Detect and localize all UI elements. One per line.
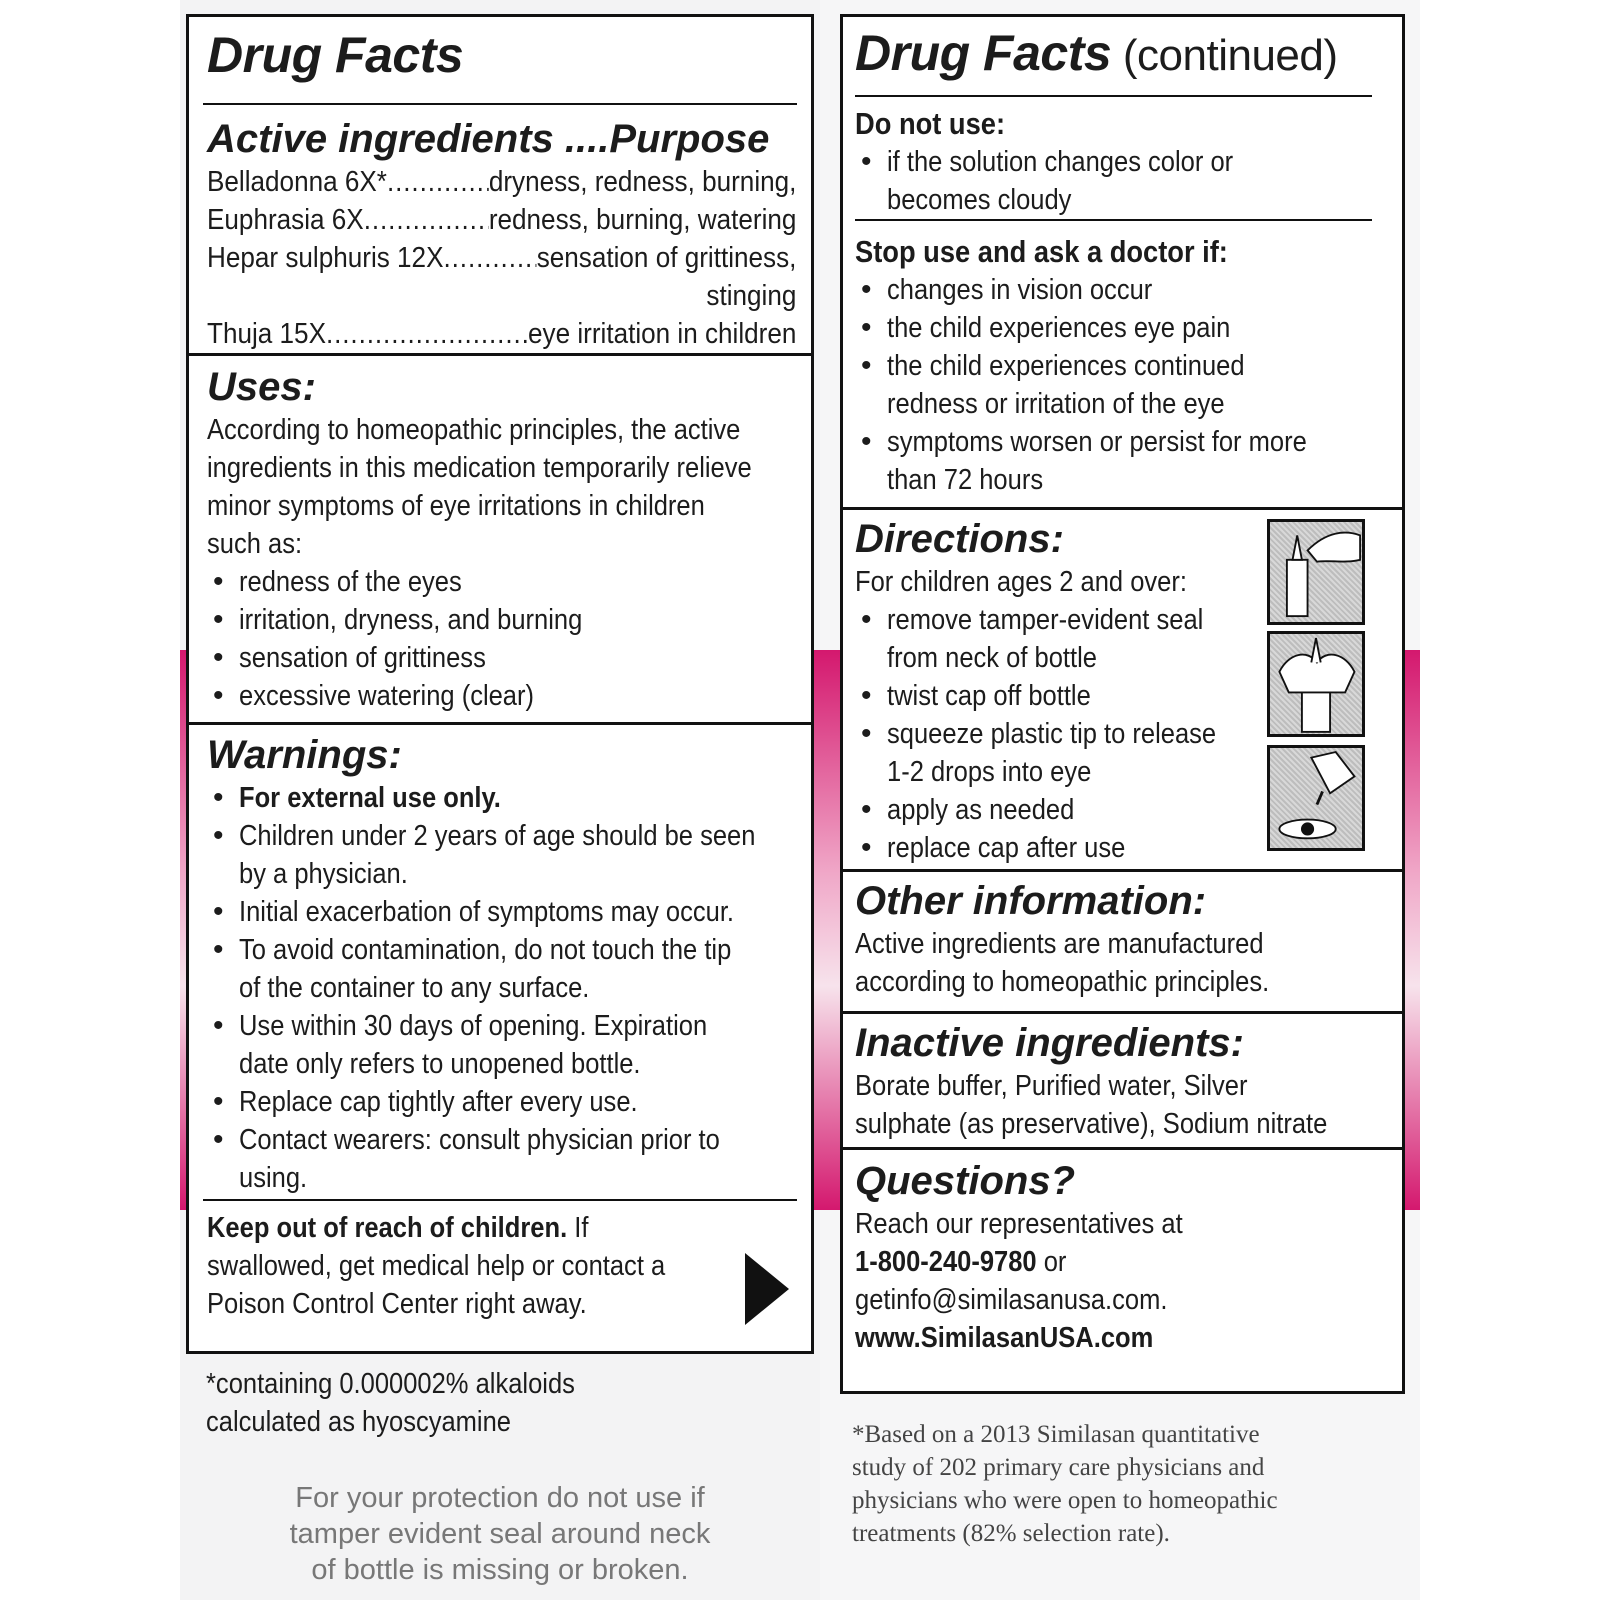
uses-item xyxy=(207,563,797,601)
directions-section xyxy=(843,513,1402,869)
warnings-continued-section xyxy=(843,17,1402,507)
drug-facts-panel-right xyxy=(840,14,1405,1394)
warnings-heading: Warnings: xyxy=(207,733,402,777)
directions-heading: Directions: xyxy=(855,517,1064,561)
stop-use-item-text: than 72 hours xyxy=(887,464,1044,496)
twist-cap-illustration xyxy=(1267,631,1365,737)
purpose-heading-label: Purpose xyxy=(609,117,770,161)
email-line xyxy=(855,1281,1388,1319)
warning-item-text: Replace cap tightly after every use. xyxy=(239,1086,638,1118)
section-divider xyxy=(189,722,811,725)
title-rule xyxy=(855,95,1372,97)
ingredient-purpose: eye irritation in children xyxy=(528,318,797,350)
warning-bold-text: For external use only. xyxy=(239,782,501,814)
uses-intro-line xyxy=(207,487,797,525)
uses-intro-line-text: ingredients in this medication temporarily relieve xyxy=(207,452,752,484)
uses-item xyxy=(207,677,797,715)
other-information-section xyxy=(843,875,1402,1009)
website-link[interactable]: www.SimilasanUSA.com xyxy=(855,1322,1154,1354)
questions-line-text: Reach our representatives at xyxy=(855,1208,1183,1240)
other-info-line-text: according to homeopathic principles. xyxy=(855,966,1270,998)
keep-out-line xyxy=(207,1285,728,1323)
warning-item-text: of the container to any surface. xyxy=(239,972,590,1004)
other-info-line xyxy=(855,963,1388,1001)
direction-item-text: twist cap off bottle xyxy=(887,680,1091,712)
leader-dots xyxy=(443,239,536,277)
other-information-text xyxy=(855,925,1388,1001)
uses-intro-line xyxy=(207,449,797,487)
drug-facts-title: Drug Facts xyxy=(207,27,464,83)
keep-out-line-text xyxy=(207,1209,588,1247)
title-rule xyxy=(203,103,797,105)
do-not-use-rule xyxy=(855,219,1372,221)
direction-item-text: replace cap after use xyxy=(887,832,1126,864)
warning-item xyxy=(207,1121,797,1197)
warning-item-text: Contact wearers: consult physician prior to xyxy=(239,1124,720,1156)
stop-use-item-text: redness or irritation of the eye xyxy=(887,388,1225,420)
direction-item-text: 1-2 drops into eye xyxy=(887,756,1092,788)
website-line xyxy=(855,1319,1388,1357)
warning-item-text: by a physician. xyxy=(239,858,408,890)
keep-out-line-text: swallowed, get medical help or contact a xyxy=(207,1250,666,1282)
drug-facts-panel-left xyxy=(186,14,814,1354)
study-note-line: treatments (82% selection rate). xyxy=(852,1520,1170,1547)
warning-item-text: using. xyxy=(239,1162,308,1194)
stop-use-item-text: symptoms worsen or persist for more xyxy=(887,426,1307,458)
leader-dots xyxy=(326,315,528,353)
warning-item xyxy=(207,779,797,817)
warning-item xyxy=(207,893,797,931)
warning-item xyxy=(207,817,797,893)
stop-use-item-text: the child experiences continued xyxy=(887,350,1245,382)
stop-use-heading-text: Stop use and ask a doctor if: xyxy=(855,234,1228,269)
alkaloid-footnote xyxy=(206,1365,625,1441)
ingredient-purpose: dryness, redness, burning, xyxy=(488,166,797,198)
stop-use-item xyxy=(855,347,1388,423)
inactive-ingredients-section xyxy=(843,1017,1402,1147)
eye-drop-illustration xyxy=(1267,745,1365,851)
warning-item xyxy=(207,1007,797,1083)
inactive-line xyxy=(855,1105,1388,1143)
uses-section xyxy=(189,359,811,719)
stop-use-item-text: changes in vision occur xyxy=(887,274,1153,306)
keep-out-rule xyxy=(203,1199,797,1201)
warning-item xyxy=(207,931,797,1007)
protection-line: of bottle is missing or broken. xyxy=(311,1554,689,1586)
warning-item-text: date only refers to unopened bottle. xyxy=(239,1048,641,1080)
warning-item-text: To avoid contamination, do not touch the tip xyxy=(239,934,732,966)
study-footnote xyxy=(852,1418,1278,1550)
direction-item-text: apply as needed xyxy=(887,794,1075,826)
study-note-line: study of 202 primary care physicians and xyxy=(852,1454,1265,1481)
keep-out-line-text: Poison Control Center right away. xyxy=(207,1288,587,1320)
continued-title-bold: Drug Facts xyxy=(855,25,1112,81)
stop-use-item xyxy=(855,309,1388,347)
stop-use-item xyxy=(855,271,1388,309)
section-divider xyxy=(843,507,1402,510)
footnote-line-text: calculated as hyoscyamine xyxy=(206,1406,511,1438)
uses-list xyxy=(207,563,797,715)
uses-intro-line-text: such as: xyxy=(207,528,303,560)
protection-notice xyxy=(190,1480,810,1588)
warning-item xyxy=(207,1083,797,1121)
ingredient-name: Hepar sulphuris 12X xyxy=(207,242,444,274)
section-divider xyxy=(843,1147,1402,1150)
ingredient-purpose: redness, burning, watering xyxy=(488,204,797,236)
do-not-use-item xyxy=(855,143,1388,219)
phone-line xyxy=(855,1243,1388,1281)
active-heading-label: Active ingredients xyxy=(207,117,554,161)
warnings-section xyxy=(189,729,811,1349)
other-information-heading: Other information: xyxy=(855,879,1207,923)
uses-intro-line xyxy=(207,525,797,563)
other-info-line-text: Active ingredients are manufactured xyxy=(855,928,1264,960)
stop-use-item xyxy=(855,423,1388,499)
uses-item xyxy=(207,639,797,677)
ingredient-rows xyxy=(207,163,796,353)
inactive-line-text: Borate buffer, Purified water, Silver xyxy=(855,1070,1248,1102)
questions-line xyxy=(855,1205,1388,1243)
questions-heading: Questions? xyxy=(855,1159,1076,1203)
footnote-line xyxy=(206,1365,625,1403)
keep-out-text xyxy=(207,1209,728,1323)
keep-out-line xyxy=(207,1209,728,1247)
leader-dots xyxy=(364,201,489,239)
other-info-line xyxy=(855,925,1388,963)
do-not-use-heading xyxy=(855,105,1388,143)
uses-item-text: irritation, dryness, and burning xyxy=(239,604,583,636)
warning-item-text: Children under 2 years of age should be seen xyxy=(239,820,756,852)
phone-number[interactable]: 1-800-240-9780 xyxy=(855,1246,1037,1278)
protection-line: tamper evident seal around neck xyxy=(289,1518,711,1550)
uses-item-text: sensation of grittiness xyxy=(239,642,486,674)
uses-intro-line-text: According to homeopathic principles, the active xyxy=(207,414,741,446)
stop-use-list xyxy=(855,271,1388,499)
ingredient-row xyxy=(207,315,796,353)
study-note-line: *Based on a 2013 Similasan quantitative xyxy=(852,1421,1260,1448)
protection-line: For your protection do not use if xyxy=(295,1482,705,1514)
ingredient-name: Belladonna 6X* xyxy=(207,166,387,198)
uses-item-text: excessive watering (clear) xyxy=(239,680,535,712)
section-divider xyxy=(189,353,811,356)
footnote-line-text: *containing 0.000002% alkaloids xyxy=(206,1368,575,1400)
remove-seal-illustration xyxy=(1267,519,1365,625)
inactive-ingredients-heading: Inactive ingredients: xyxy=(855,1021,1244,1065)
ingredient-row xyxy=(207,201,796,239)
uses-intro-line xyxy=(207,411,797,449)
ingredient-row xyxy=(207,277,796,315)
section-divider xyxy=(843,869,1402,872)
inactive-line xyxy=(855,1067,1388,1105)
ingredient-name: Euphrasia 6X xyxy=(207,204,364,236)
active-ingredients-heading xyxy=(207,115,797,163)
direction-item-text: remove tamper-evident seal xyxy=(887,604,1204,636)
warning-item-text: Initial exacerbation of symptoms may occur. xyxy=(239,896,735,928)
do-not-use-list xyxy=(855,143,1388,219)
questions-section xyxy=(843,1153,1402,1375)
uses-item xyxy=(207,601,797,639)
ingredient-row xyxy=(207,163,796,201)
keep-out-bold: Keep out of reach of children. xyxy=(207,1212,568,1244)
drug-facts-continued-title xyxy=(855,23,1388,97)
do-not-use-item-text: becomes cloudy xyxy=(887,184,1072,216)
email-link[interactable]: getinfo@similasanusa.com. xyxy=(855,1284,1168,1316)
uses-intro xyxy=(207,411,797,563)
ingredient-purpose: stinging xyxy=(706,280,797,312)
inactive-line-text: sulphate (as preservative), Sodium nitrate xyxy=(855,1108,1328,1140)
footnote-line xyxy=(206,1403,625,1441)
ingredient-purpose: sensation of grittiness, xyxy=(536,242,797,274)
keep-out-line xyxy=(207,1247,728,1285)
ingredient-name: Thuja 15X xyxy=(207,318,326,350)
phone-suffix: or xyxy=(1036,1246,1067,1278)
inactive-ingredients-text xyxy=(855,1067,1388,1143)
ingredient-row xyxy=(207,239,796,277)
arrow-right-icon xyxy=(745,1253,789,1325)
continued-title-suffix: (continued) xyxy=(1111,31,1338,80)
uses-item-text: redness of the eyes xyxy=(239,566,462,598)
warning-item-text: Use within 30 days of opening. Expiration xyxy=(239,1010,708,1042)
do-not-use-heading-text: Do not use: xyxy=(855,106,1006,141)
active-heading-dots: .... xyxy=(553,117,610,161)
stop-use-heading xyxy=(855,233,1388,271)
do-not-use-item-text: if the solution changes color or xyxy=(887,146,1234,178)
direction-item-text: squeeze plastic tip to release xyxy=(887,718,1217,750)
leader-dots xyxy=(387,163,489,201)
study-note-line: physicians who were open to homeopathic xyxy=(852,1487,1278,1514)
uses-heading: Uses: xyxy=(207,365,316,409)
section-divider xyxy=(843,1011,1402,1014)
keep-out-rest: If xyxy=(567,1212,589,1244)
warnings-list xyxy=(207,779,797,1197)
uses-intro-line-text: minor symptoms of eye irritations in children xyxy=(207,490,705,522)
stop-use-item-text: the child experiences eye pain xyxy=(887,312,1231,344)
directions-intro-text: For children ages 2 and over: xyxy=(855,566,1187,598)
active-ingredients-section xyxy=(189,17,811,353)
direction-item-text: from neck of bottle xyxy=(887,642,1097,674)
